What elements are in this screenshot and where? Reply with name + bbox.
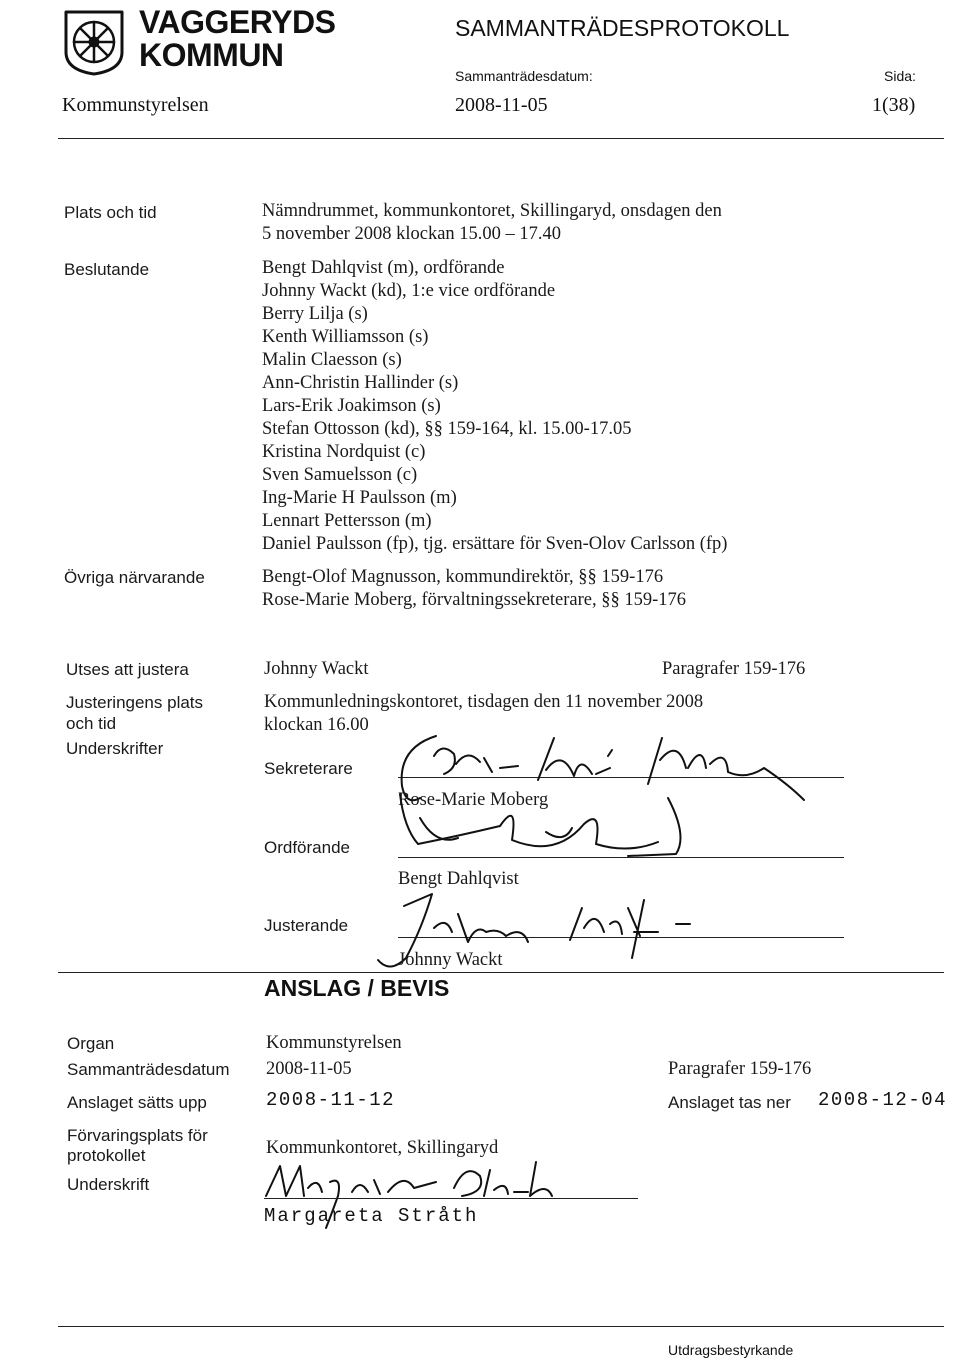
- doc-type-title: SAMMANTRÄDESPROTOKOLL: [455, 15, 790, 41]
- notice-signature-label: Underskrift: [67, 1175, 150, 1194]
- notice-signature-line: [264, 1198, 638, 1199]
- storage-label-2: protokollet: [67, 1146, 146, 1165]
- storage-label: Förvaringsplats för: [67, 1126, 208, 1145]
- adjuster-name: Johnny Wackt: [398, 950, 503, 970]
- deciding-member: Stefan Ottosson (kd), §§ 159-164, kl. 15.00-17.05: [262, 419, 632, 439]
- organ-label: Organ: [67, 1034, 115, 1053]
- deciding-member: Bengt Dahlqvist (m), ordförande: [262, 258, 505, 278]
- deciding-member: Daniel Paulsson (fp), tjg. ersättare för Sven-Olov Carlsson (fp): [262, 534, 728, 554]
- chair-name: Bengt Dahlqvist: [398, 869, 519, 889]
- appointed-name: Johnny Wackt: [264, 659, 369, 679]
- organ-value: Kommunstyrelsen: [266, 1033, 402, 1053]
- deciding-member: Sven Samuelsson (c): [262, 465, 418, 485]
- deciding-label: Beslutande: [64, 260, 150, 279]
- deciding-member: Malin Claesson (s): [262, 350, 402, 370]
- notice-meeting-date-label: Sammanträdesdatum: [67, 1060, 230, 1079]
- notice-paragraphs: Paragrafer 159-176: [668, 1059, 812, 1079]
- meeting-date: 2008-11-05: [455, 94, 548, 116]
- notice-signer-name: Margareta Stråth: [264, 1205, 479, 1227]
- deciding-member: Kristina Nordquist (c): [262, 442, 426, 462]
- adjust-place-line-2: klockan 16.00: [264, 715, 369, 735]
- storage-value: Kommunkontoret, Skillingaryd: [266, 1138, 499, 1158]
- appointed-label: Utses att justera: [66, 660, 189, 679]
- meeting-date-label: Sammanträdesdatum:: [455, 68, 593, 84]
- others-label: Övriga närvarande: [64, 568, 205, 587]
- others-member: Rose-Marie Moberg, förvaltningssekreterare, §§ 159-176: [262, 590, 687, 610]
- removed-date: 2008-12-04: [818, 1089, 948, 1111]
- deciding-member: Ing-Marie H Paulsson (m): [262, 488, 457, 508]
- others-member: Bengt-Olof Magnusson, kommundirektör, §§ 159-176: [262, 567, 664, 587]
- deciding-member: Lars-Erik Joakimson (s): [262, 396, 441, 416]
- deciding-member: Johnny Wackt (kd), 1:e vice ordförande: [262, 281, 556, 301]
- place-line-1: Nämndrummet, kommunkontoret, Skillingaryd, onsdagen den: [262, 201, 722, 221]
- certified-copy-label: Utdragsbestyrkande: [668, 1342, 794, 1358]
- municipal-wheel-emblem-icon: [62, 8, 126, 76]
- adjust-place-label-2: och tid: [66, 714, 117, 733]
- adjust-paragraphs: Paragrafer 159-176: [662, 659, 806, 679]
- adjust-place-label: Justeringens plats: [66, 693, 204, 712]
- adjuster-label: Justerande: [264, 916, 349, 935]
- footer-divider: [58, 1326, 944, 1327]
- notice-title: ANSLAG / BEVIS: [264, 975, 450, 1001]
- deciding-member: Lennart Pettersson (m): [262, 511, 432, 531]
- adjust-place-line-1: Kommunledningskontoret, tisdagen den 11 november 2008: [264, 692, 704, 712]
- secretary-name: Rose-Marie Moberg: [398, 790, 549, 810]
- notice-meeting-date: 2008-11-05: [266, 1059, 352, 1079]
- deciding-member: Ann-Christin Hallinder (s): [262, 373, 459, 393]
- place-label: Plats och tid: [64, 203, 157, 222]
- deciding-member: Berry Lilja (s): [262, 304, 368, 324]
- posted-label: Anslaget sätts upp: [67, 1093, 207, 1112]
- signatures-label: Underskrifter: [66, 739, 164, 758]
- deciding-member: Kenth Williamsson (s): [262, 327, 429, 347]
- secretary-label: Sekreterare: [264, 759, 353, 778]
- org-name-line1: VAGGERYDS: [139, 4, 336, 40]
- page-label: Sida:: [884, 68, 916, 84]
- section-divider: [58, 972, 944, 973]
- header-divider: [58, 138, 944, 139]
- chair-label: Ordförande: [264, 838, 350, 857]
- posted-date: 2008-11-12: [266, 1089, 396, 1111]
- org-name-line2: KOMMUN: [139, 37, 284, 73]
- place-line-2: 5 november 2008 klockan 15.00 – 17.40: [262, 224, 562, 244]
- committee-name: Kommunstyrelsen: [62, 94, 209, 116]
- removed-label: Anslaget tas ner: [668, 1093, 791, 1112]
- page-number: 1(38): [872, 94, 916, 116]
